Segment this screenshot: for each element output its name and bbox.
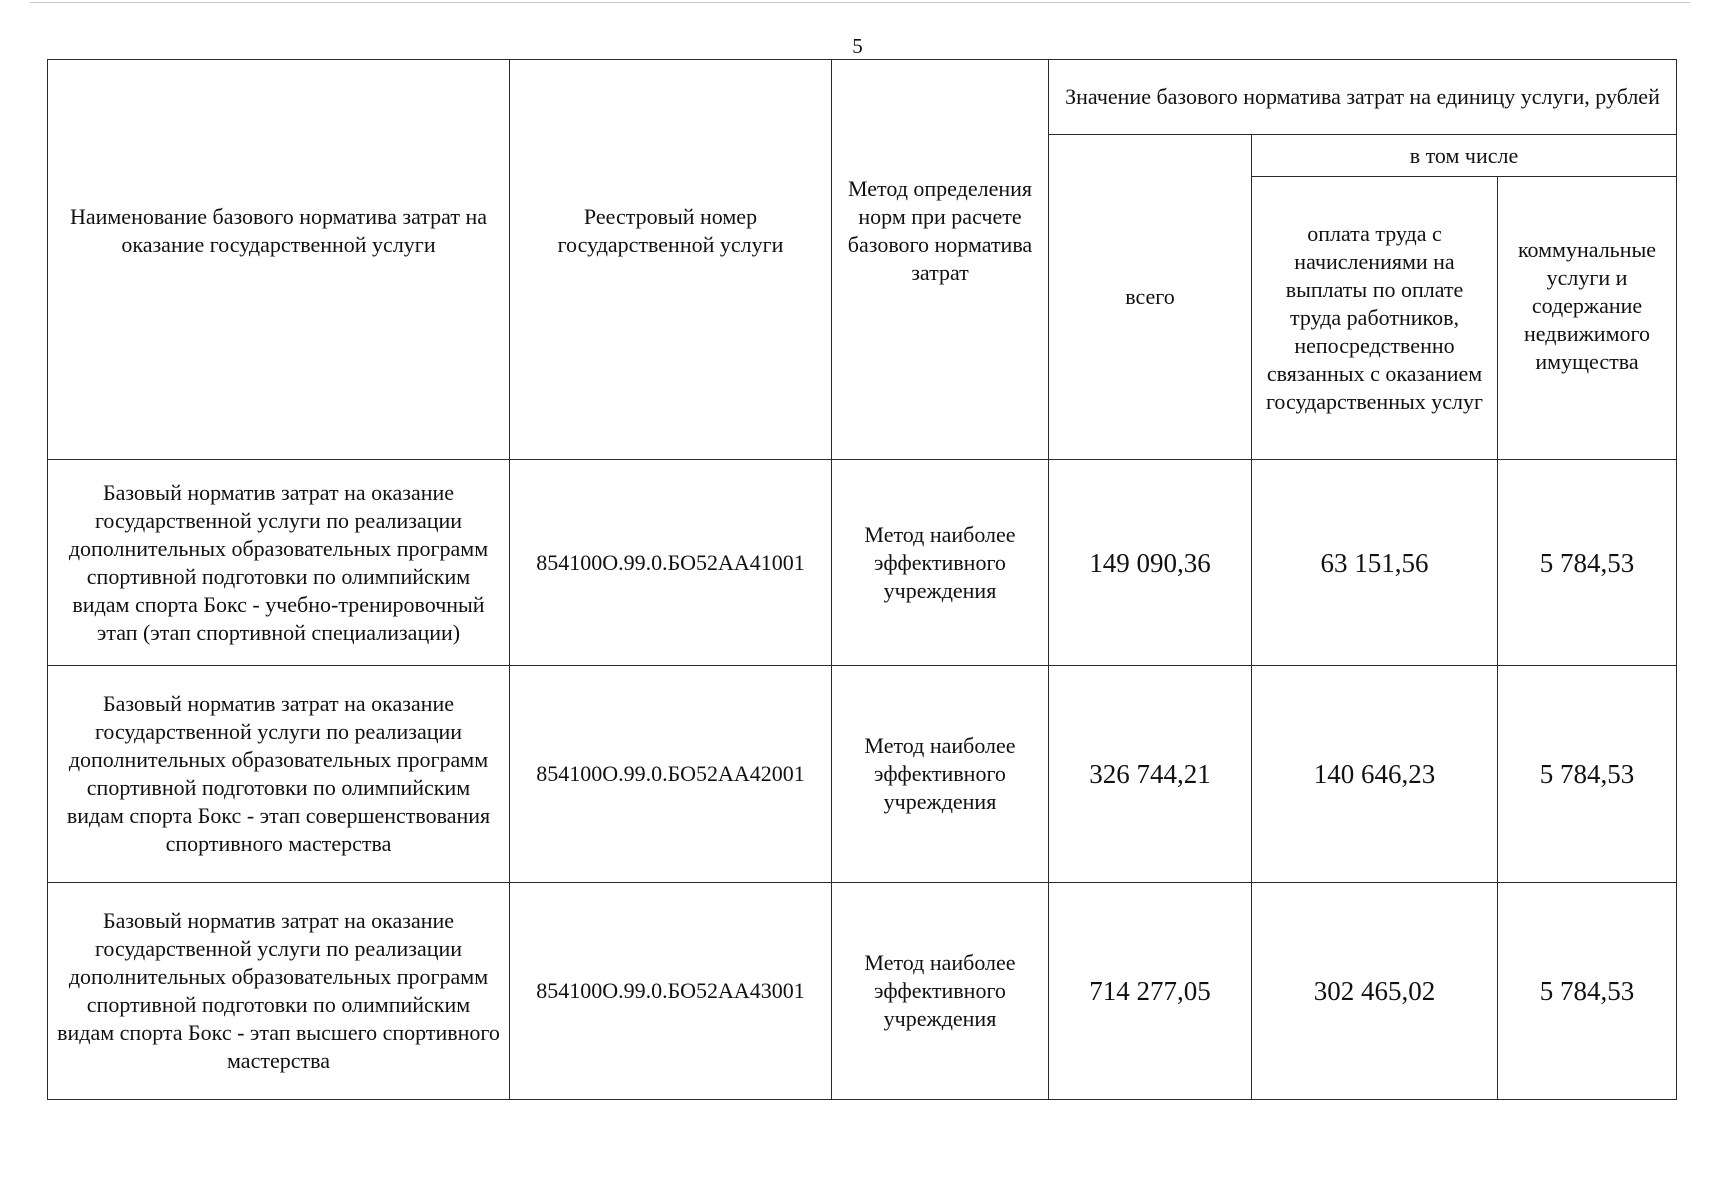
- row-registry-number: 854100О.99.0.БО52АА42001: [510, 666, 832, 883]
- row-utilities: 5 784,53: [1498, 666, 1677, 883]
- scan-top-edge: [30, 2, 1690, 3]
- table-row: [48, 883, 1677, 1100]
- row-utilities: 5 784,53: [1498, 460, 1677, 666]
- row-total: 326 744,21: [1049, 666, 1252, 883]
- header-value-group: Значение базового норматива затрат на единицу услуги, рублей: [1049, 60, 1677, 135]
- row-name: Базовый норматив затрат на оказание государственной услуги по реализации дополнительных образовательных программ спортивной подготовки по олимпийским видам спорта Бокс - этап высшего спортивного мастерства: [48, 883, 510, 1100]
- page-number: 5: [852, 34, 863, 58]
- row-name: Базовый норматив затрат на оказание государственной услуги по реализации дополнительных образовательных программ спортивной подготовки по олимпийским видам спорта Бокс - этап совершенствования спортивного мастерства: [48, 666, 510, 883]
- row-utilities: 5 784,53: [1498, 883, 1677, 1100]
- row-registry-number: 854100О.99.0.БО52АА43001: [510, 883, 832, 1100]
- header-utilities: коммунальные услуги и содержание недвижимого имущества: [1498, 177, 1677, 460]
- row-method: Метод наиболее эффективного учреждения: [832, 460, 1049, 666]
- row-registry-number: 854100О.99.0.БО52АА41001: [510, 460, 832, 666]
- row-total: 714 277,05: [1049, 883, 1252, 1100]
- row-labor: 302 465,02: [1252, 883, 1498, 1100]
- table-row: [48, 666, 1677, 883]
- header-name: Наименование базового норматива затрат на оказание государственной услуги: [48, 60, 510, 460]
- table-row: [48, 460, 1677, 666]
- header-method: Метод определения норм при расчете базового норматива затрат: [832, 60, 1049, 460]
- row-name: Базовый норматив затрат на оказание государственной услуги по реализации дополнительных образовательных программ спортивной подготовки по олимпийским видам спорта Бокс - учебно-тренировочный этап (этап спортивной специализации): [48, 460, 510, 666]
- row-method: Метод наиболее эффективного учреждения: [832, 666, 1049, 883]
- row-labor: 63 151,56: [1252, 460, 1498, 666]
- header-labor: оплата труда с начислениями на выплаты по оплате труда работников, непосредственно связанных с оказанием государственных услуг: [1252, 177, 1498, 460]
- header-including: в том числе: [1252, 135, 1677, 177]
- row-method: Метод наиболее эффективного учреждения: [832, 883, 1049, 1100]
- row-labor: 140 646,23: [1252, 666, 1498, 883]
- header-total: всего: [1049, 135, 1252, 460]
- header-registry-number: Реестровый номер государственной услуги: [510, 60, 832, 460]
- base-cost-norms-table: [47, 59, 1677, 1100]
- row-total: 149 090,36: [1049, 460, 1252, 666]
